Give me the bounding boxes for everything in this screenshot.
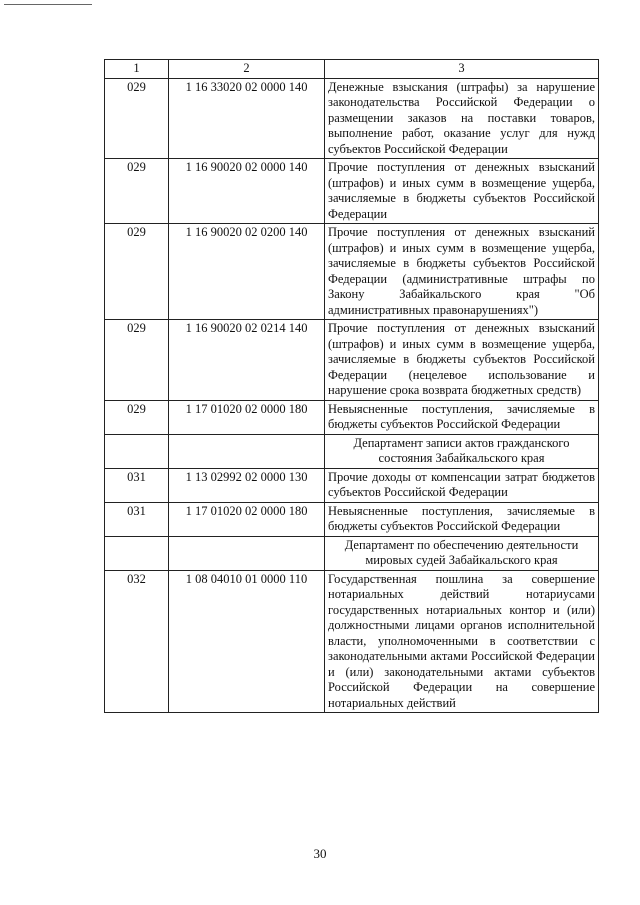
budget-code-cell: 1 17 01020 02 0000 180 xyxy=(169,502,325,536)
budget-code-cell xyxy=(169,536,325,570)
revenue-name-cell: Невыясненные поступления, зачисляемые в бюджеты субъектов Российской Федерации xyxy=(325,400,599,434)
admin-code-cell xyxy=(105,434,169,468)
section-heading-row xyxy=(105,434,599,468)
budget-code-cell: 1 16 90020 02 0214 140 xyxy=(169,320,325,401)
revenue-name-cell: Денежные взыскания (штрафы) за нарушение законодательства Российской Федерации о размещении заказов на поставки товаров, выполнение работ, оказание услуг для нужд субъектов Российской Федерации xyxy=(325,78,599,159)
revenue-classification-table xyxy=(104,59,599,713)
table-row xyxy=(105,502,599,536)
revenue-name-cell: Невыясненные поступления, зачисляемые в бюджеты субъектов Российской Федерации xyxy=(325,502,599,536)
admin-code-cell: 032 xyxy=(105,570,169,713)
admin-code-cell: 029 xyxy=(105,320,169,401)
department-heading-cell: Департамент по обеспечению деятельности мировых судей Забайкальского края xyxy=(325,536,599,570)
section-heading-row xyxy=(105,536,599,570)
budget-code-cell: 1 08 04010 01 0000 110 xyxy=(169,570,325,713)
revenue-name-cell: Прочие доходы от компенсации затрат бюджетов субъектов Российской Федерации xyxy=(325,468,599,502)
table-row xyxy=(105,468,599,502)
admin-code-cell: 029 xyxy=(105,159,169,224)
budget-code-cell: 1 16 33020 02 0000 140 xyxy=(169,78,325,159)
admin-code-cell: 029 xyxy=(105,224,169,320)
admin-code-cell: 031 xyxy=(105,468,169,502)
column-header-2: 2 xyxy=(169,60,325,79)
column-header-1: 1 xyxy=(105,60,169,79)
table-header-row xyxy=(105,60,599,79)
revenue-name-cell: Государственная пошлина за совершение нотариальных действий нотариусами государственных нотариальных контор и (или) должностными лицами органов исполнительной власти, уполномоченными в соответствии с законодательными актами Российской Федерации и (или) законодательными актами субъектов Российской Федерации на совершение нотариальных действий xyxy=(325,570,599,713)
column-header-3: 3 xyxy=(325,60,599,79)
table-row xyxy=(105,78,599,159)
table-row xyxy=(105,320,599,401)
budget-code-cell: 1 16 90020 02 0200 140 xyxy=(169,224,325,320)
admin-code-cell: 031 xyxy=(105,502,169,536)
revenue-name-cell: Прочие поступления от денежных взысканий (штрафов) и иных сумм в возмещение ущерба, зачисляемые в бюджеты субъектов Российской Федерации (административные штрафы по Закону Забайкальского края "Об административных правонарушениях") xyxy=(325,224,599,320)
department-heading-cell: Департамент записи актов гражданского состояния Забайкальского края xyxy=(325,434,599,468)
budget-code-cell xyxy=(169,434,325,468)
budget-code-cell: 1 16 90020 02 0000 140 xyxy=(169,159,325,224)
admin-code-cell xyxy=(105,536,169,570)
table-row xyxy=(105,159,599,224)
top-left-rule xyxy=(4,4,92,5)
admin-code-cell: 029 xyxy=(105,78,169,159)
table-row xyxy=(105,570,599,713)
revenue-name-cell: Прочие поступления от денежных взысканий (штрафов) и иных сумм в возмещение ущерба, зачисляемые в бюджеты субъектов Российской Федерации xyxy=(325,159,599,224)
page-number: 30 xyxy=(313,846,327,861)
revenue-name-cell: Прочие поступления от денежных взысканий (штрафов) и иных сумм в возмещение ущерба, зачисляемые в бюджеты субъектов Российской Федерации (нецелевое использование и нарушение срока возврата бюджетных средств) xyxy=(325,320,599,401)
table-row xyxy=(105,400,599,434)
table-row xyxy=(105,224,599,320)
table-body xyxy=(105,78,599,713)
budget-code-cell: 1 17 01020 02 0000 180 xyxy=(169,400,325,434)
admin-code-cell: 029 xyxy=(105,400,169,434)
budget-code-cell: 1 13 02992 02 0000 130 xyxy=(169,468,325,502)
